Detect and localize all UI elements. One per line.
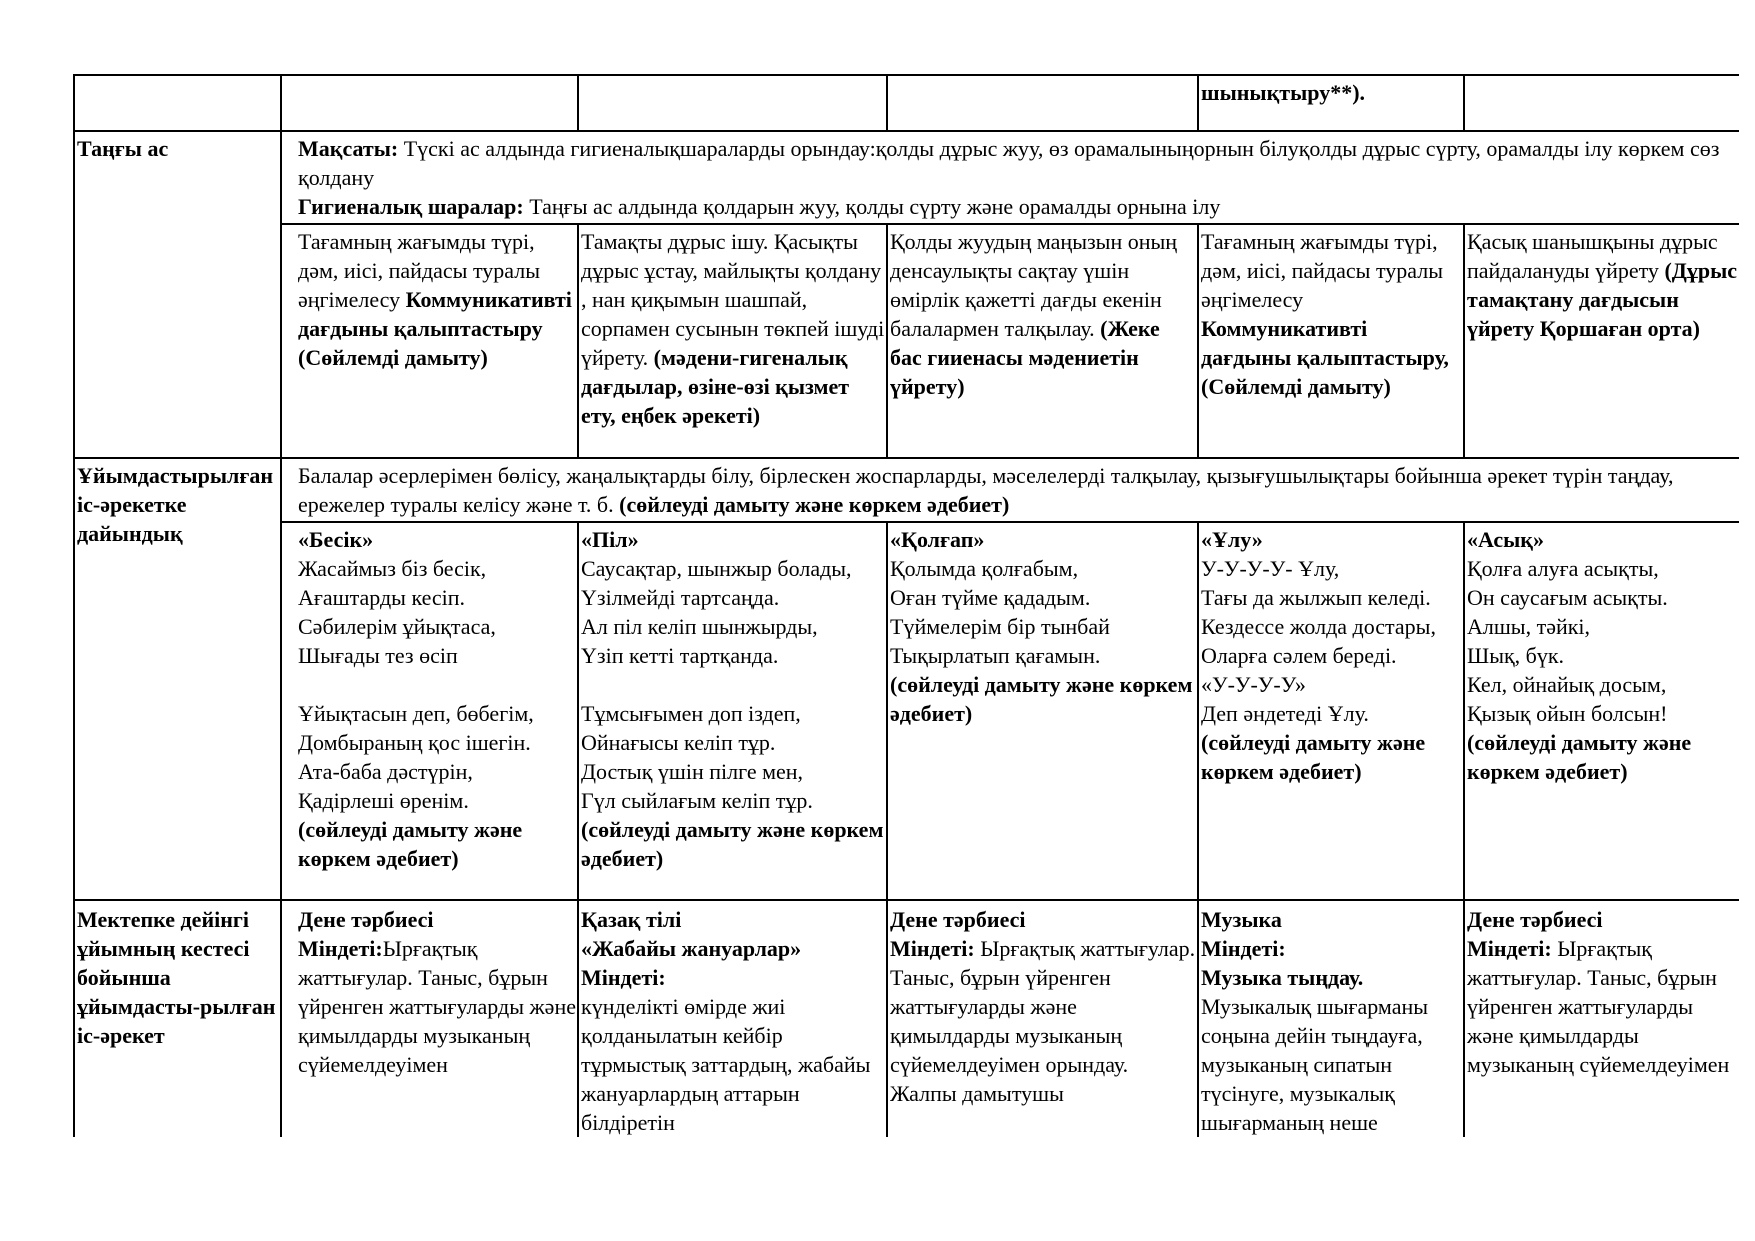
hygiene-text: Таңғы ас алдында қолдарын жуу, қолды сүрту және орамалды орнына ілу <box>523 194 1221 219</box>
topic-title: Музыка тыңдау. <box>1201 965 1364 990</box>
poem-cell <box>1464 522 1739 900</box>
subject-title: Қазақ тілі <box>581 907 682 932</box>
poem-line: Тұмсығымен доп іздеп, <box>581 701 801 726</box>
poem-note: (сөйлеуді дамыту және көркем әдебиет) <box>298 817 523 871</box>
task-text: Ырғақтық жаттығулар. Таныс, бұрын үйренген жаттығуларды және қимылдарды музыканың сүйемелдеуімен <box>1467 936 1730 1077</box>
cell-note: (Жеке бас гииенасы мәдениетін үйрету) <box>890 316 1160 399</box>
daily-plan-table <box>73 74 1739 1137</box>
cell-text: Қасық шанышқыны дұрыс пайдалануды үйрету <box>1467 229 1718 283</box>
intro-text: Балалар әсерлерімен бөлісу, жаңалықтарды білу, бірлескен жоспарларды, мәселелерді талқылау, қызығушылықтары бойынша әрекет түрін таңдау, ережелер туралы келісу және т. б. <box>298 463 1674 517</box>
poem-line: «У-У-У-У» <box>1201 672 1306 697</box>
cell-text: Тағамның жағымды түрі, дәм, иісі, пайдасы туралы әңгімелесу <box>298 229 540 312</box>
poem-line: Қолға алуға асықты, <box>1467 556 1659 581</box>
poem-line: Оларға сәлем береді. <box>1201 643 1397 668</box>
poem-line: Ойнағысы келіп тұр. <box>581 730 776 755</box>
poem-line: Ағаштарды кесіп. <box>298 585 466 610</box>
poem-line: Кездессе жолда достары, <box>1201 614 1436 639</box>
table-cell <box>281 224 578 458</box>
poem-line: Ұйықтасын деп, бөбегім, <box>298 701 534 726</box>
subject-title: Дене тәрбиесі <box>1467 907 1603 932</box>
poem-line: Ал піл келіп шынжырды, <box>581 614 818 639</box>
cell-note: Коммуникативті дағдыны қалыптастыру, (Сөйлемді дамыту) <box>1201 316 1449 399</box>
table-cell <box>1464 224 1739 458</box>
poem-line: Үзіп кетті тартқанда. <box>581 643 779 668</box>
poem-line: Оған түйме қададым. <box>890 585 1091 610</box>
task-text: Музыкалық шығарманы соңына дейін тыңдауға, музыканың сипатын түсінуге, музыкалық шығарманың неше <box>1201 994 1429 1135</box>
poem-line: Тықырлатып қағамын. <box>890 643 1101 668</box>
poem-cell <box>281 522 578 900</box>
plan-sheet <box>73 74 1739 1137</box>
poem-line: Он саусағым асықты. <box>1467 585 1668 610</box>
table-cell <box>281 75 578 131</box>
table-row <box>74 522 1739 900</box>
task-label: Міндеті: <box>890 936 975 961</box>
cell-text: Тамақты дұрыс ішу. Қасықты дұрыс ұстау, майлықты қолдану , нан қиқымын шашпай, сорпамен сусынын төкпей ішуді үйрету. <box>581 229 885 370</box>
poem-line: Домбыраның қос ішегін. <box>298 730 531 755</box>
poem-line: Қолымда қолғабым, <box>890 556 1079 581</box>
poem-line: Саусақтар, шынжыр болады, <box>581 556 852 581</box>
poem-line: Қадірлеші өренім. <box>298 788 469 813</box>
task-text: Ырғақтық жаттығулар. Таныс, бұрын үйренген жаттығуларды және қимылдарды музыканың сүйемелдеуімен <box>298 936 576 1077</box>
table-row <box>74 458 1739 522</box>
table-row <box>74 224 1739 458</box>
poem-note: (сөйлеуді дамыту және көркем әдебиет) <box>890 672 1193 726</box>
subject-title: Дене тәрбиесі <box>890 907 1026 932</box>
cell-note: (мәдени-гигеналық дағдылар, өзіне-өзі қызмет ету, еңбек әрекеті) <box>581 345 850 428</box>
poem-line: Шық, бүк. <box>1467 643 1565 668</box>
schedule-cell <box>1198 900 1464 1137</box>
poem-line: Қызық ойын болсын! <box>1467 701 1668 726</box>
poem-line: Гүл сыйлағым келіп тұр. <box>581 788 813 813</box>
row-label-cell <box>74 75 281 131</box>
poem-line: Кел, ойнайық досым, <box>1467 672 1667 697</box>
table-cell: шынықтыру**). <box>1198 75 1464 131</box>
table-cell <box>887 224 1198 458</box>
poem-line: Деп әндетеді Ұлу. <box>1201 701 1369 726</box>
row-label-schedule: Мектепке дейінгі ұйымның кестесі бойынша ұйымдасты-рылған іс-әрекет <box>74 900 281 1137</box>
schedule-cell <box>578 900 887 1137</box>
schedule-cell <box>281 900 578 1137</box>
breakfast-goal-cell <box>281 131 1739 224</box>
table-cell <box>1198 224 1464 458</box>
poem-line: Алшы, тәйкі, <box>1467 614 1591 639</box>
cell-note: Коммуникативті дағдыны қалыптастыру (Сөйлемді дамыту) <box>298 287 572 370</box>
table-row <box>74 900 1739 1137</box>
poem-line: Сәбилерім ұйықтаса, <box>298 614 496 639</box>
poem-line: Достық үшін пілге мен, <box>581 759 804 784</box>
cell-text: Қолды жуудың маңызын оның денсаулықты сақтау үшін өмірлік қажетті дағды екенін балалармен талқылау. <box>890 229 1178 341</box>
poem-line: Жасаймыз біз бесік, <box>298 556 487 581</box>
task-label: Міндеті: <box>581 965 666 990</box>
poem-note: (сөйлеуді дамыту және көркем әдебиет) <box>1467 730 1692 784</box>
poem-line: Ата-баба дәстүрін, <box>298 759 473 784</box>
subject-title: Дене тәрбиесі <box>298 907 434 932</box>
stanza-gap <box>298 670 577 699</box>
poem-title: «Піл» <box>581 527 639 552</box>
row-label-preparation: Ұйымдастырылған іс-әрекетке дайындық <box>74 458 281 900</box>
poem-line: Тағы да жылжып келеді. <box>1201 585 1431 610</box>
poem-title: «Асық» <box>1467 527 1544 552</box>
schedule-cell <box>1464 900 1739 1137</box>
poem-note: (сөйлеуді дамыту және көркем әдебиет) <box>1201 730 1426 784</box>
poem-cell <box>578 522 887 900</box>
poem-line: Шығады тез өсіп <box>298 643 458 668</box>
poem-title: «Ұлу» <box>1201 527 1263 552</box>
poem-line: Түймелерім бір тынбай <box>890 614 1110 639</box>
poem-title: «Қолғап» <box>890 527 985 552</box>
goal-label: Мақсаты: <box>298 136 399 161</box>
task-text: күнделікті өмірде жиі қолданылатын кейбір тұрмыстық заттардың, жабайы жануарлардың аттарын білдіретін <box>581 994 871 1135</box>
hygiene-label: Гигиеналық шаралар: <box>298 194 524 219</box>
poem-title: «Бесік» <box>298 527 374 552</box>
table-row <box>74 75 1739 131</box>
poem-cell <box>887 522 1198 900</box>
intro-note: (сөйлеуді дамыту және көркем әдебиет) <box>619 492 1010 517</box>
poem-note: (сөйлеуді дамыту және көркем әдебиет) <box>581 817 884 871</box>
poem-line: У-У-У-У- Ұлу, <box>1201 556 1340 581</box>
poem-line: Үзілмейді тартсаңда. <box>581 585 780 610</box>
topic-title: «Жабайы жануарлар» <box>581 936 802 961</box>
table-cell <box>578 224 887 458</box>
table-row <box>74 131 1739 224</box>
cell-note: (Дұрыс тамақтану дағдысын үйрету Қоршаған орта) <box>1467 258 1738 341</box>
task-label: Міндеті: <box>1201 936 1286 961</box>
stanza-gap <box>581 670 886 699</box>
preparation-intro-cell <box>281 458 1739 522</box>
task-text: Ырғақтық жаттығулар. Таныс, бұрын үйренген жаттығуларды және қимылдарды музыканың сүйемелдеуімен орындау. Жалпы дамытушы <box>890 936 1196 1106</box>
cell-text: Тағамның жағымды түрі, дәм, иісі, пайдасы туралы әңгімелесу <box>1201 229 1443 312</box>
goal-text: Түскі ас алдында гигиеналықшараларды орындау:қолды дұрыс жуу, өз орамалыныңорнын білуқолды дұрыс сүрту, орамалды ілу көркем сөз қолдану <box>298 136 1720 190</box>
table-cell <box>887 75 1198 131</box>
table-cell <box>1464 75 1739 131</box>
table-cell <box>578 75 887 131</box>
subject-title: Музыка <box>1201 907 1282 932</box>
row-label-breakfast: Таңғы ас <box>74 131 281 458</box>
task-label: Міндеті: <box>1467 936 1552 961</box>
poem-cell <box>1198 522 1464 900</box>
schedule-cell <box>887 900 1198 1137</box>
task-label: Міндеті: <box>298 936 383 961</box>
